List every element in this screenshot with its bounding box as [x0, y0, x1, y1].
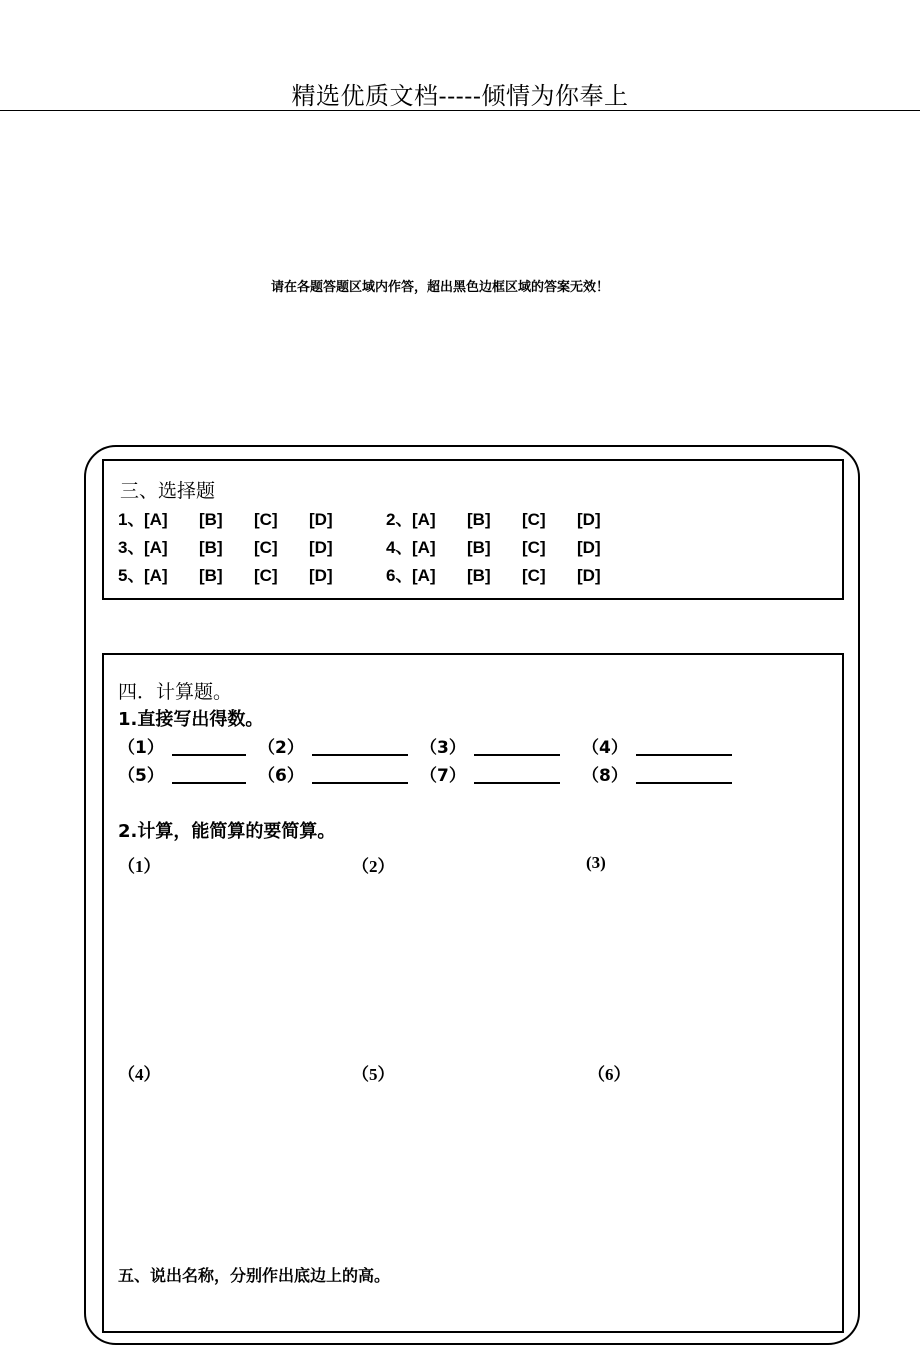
calc-question-4: （4） — [118, 1065, 161, 1084]
answer-blank-6[interactable] — [312, 782, 408, 784]
choice-option-d[interactable]: [D] — [309, 510, 333, 529]
choice-question — [386, 561, 632, 586]
choice-option-c[interactable]: [C] — [522, 510, 546, 529]
choice-option-c[interactable]: [C] — [254, 538, 278, 557]
choice-question — [386, 505, 632, 530]
answer-blank-4[interactable] — [636, 754, 732, 756]
choice-option-c[interactable]: [C] — [254, 566, 278, 585]
blank-item-8: （8） — [582, 766, 628, 786]
blank-item-4: （4） — [582, 738, 628, 758]
choice-option-b[interactable]: [B] — [199, 538, 223, 557]
choice-question-number: 4、 — [386, 538, 413, 557]
header-divider — [0, 110, 920, 111]
choice-option-a[interactable]: [A] — [144, 538, 168, 557]
choice-option-d[interactable]: [D] — [309, 538, 333, 557]
choice-question-number: 2、 — [386, 510, 413, 529]
choice-option-d[interactable]: [D] — [309, 566, 333, 585]
blank-item-3: （3） — [420, 738, 466, 758]
choice-option-b[interactable]: [B] — [467, 566, 491, 585]
answer-blank-3[interactable] — [474, 754, 560, 756]
choice-option-a[interactable]: [A] — [144, 510, 168, 529]
page-header-title: 精选优质文档-----倾情为你奉上 — [291, 82, 629, 110]
choice-option-c[interactable]: [C] — [522, 566, 546, 585]
calc-question-5: （5） — [352, 1065, 395, 1084]
answer-blank-7[interactable] — [474, 782, 560, 784]
choice-option-b[interactable]: [B] — [467, 538, 491, 557]
calc-question-6: （6） — [588, 1065, 631, 1084]
choice-option-b[interactable]: [B] — [199, 510, 223, 529]
answer-blank-5[interactable] — [172, 782, 246, 784]
choice-option-b[interactable]: [B] — [199, 566, 223, 585]
answer-blank-1[interactable] — [172, 754, 246, 756]
choice-question-number: 6、 — [386, 566, 413, 585]
choice-question — [386, 533, 632, 558]
choice-question — [118, 561, 364, 586]
calculation-section-title: 四．计算题。 — [118, 681, 233, 703]
blank-item-5: （5） — [118, 766, 164, 786]
blank-item-1: （1） — [118, 738, 164, 758]
choice-question — [118, 533, 364, 558]
answer-blank-2[interactable] — [312, 754, 408, 756]
choice-question-number: 1、 — [118, 510, 145, 529]
answer-notice: 请在各题答题区域内作答，超出黑色边框区域的答案无效！ — [270, 280, 609, 295]
blank-item-2: （2） — [258, 738, 304, 758]
choice-question-number: 5、 — [118, 566, 145, 585]
calc-question-3: (3) — [586, 853, 606, 872]
blank-item-7: （7） — [420, 766, 466, 786]
geometry-section-title: 五、说出名称，分别作出底边上的高。 — [118, 1266, 391, 1285]
calc-question-2: （2） — [352, 857, 395, 876]
choice-section-title: 三、选择题 — [120, 480, 216, 502]
choice-option-b[interactable]: [B] — [467, 510, 491, 529]
choice-option-a[interactable]: [A] — [412, 510, 436, 529]
choice-option-c[interactable]: [C] — [254, 510, 278, 529]
choice-option-d[interactable]: [D] — [577, 566, 601, 585]
choice-option-a[interactable]: [A] — [144, 566, 168, 585]
simplify-title: 2.计算，能简算的要简算。 — [118, 821, 336, 842]
choice-question — [118, 505, 364, 530]
direct-answer-title: 1.直接写出得数。 — [118, 709, 264, 730]
choice-option-d[interactable]: [D] — [577, 538, 601, 557]
blank-item-6: （6） — [258, 766, 304, 786]
choice-option-c[interactable]: [C] — [522, 538, 546, 557]
choice-question-number: 3、 — [118, 538, 145, 557]
answer-blank-8[interactable] — [636, 782, 732, 784]
choice-option-a[interactable]: [A] — [412, 538, 436, 557]
choice-option-d[interactable]: [D] — [577, 510, 601, 529]
choice-option-a[interactable]: [A] — [412, 566, 436, 585]
calc-question-1: （1） — [118, 857, 161, 876]
